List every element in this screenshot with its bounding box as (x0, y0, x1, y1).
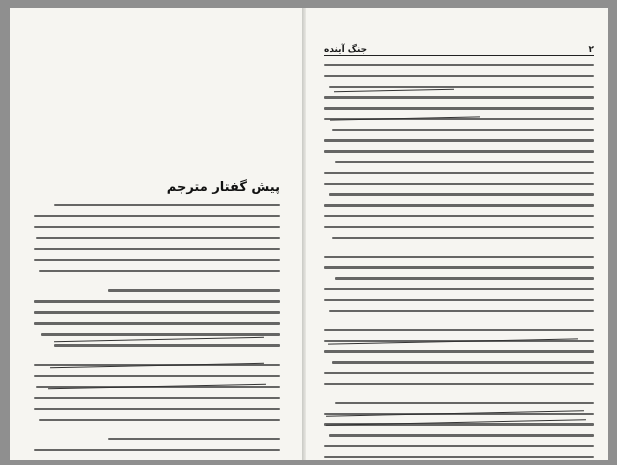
text-line-placeholder (324, 456, 594, 458)
text-line-placeholder (34, 322, 280, 324)
text-line-placeholder (324, 266, 594, 268)
text-line-placeholder (324, 183, 594, 185)
text-line-placeholder (34, 248, 280, 250)
text-line-placeholder (34, 449, 280, 451)
text-line-placeholder (34, 375, 280, 377)
text-line-placeholder (324, 215, 594, 217)
text-line-placeholder (54, 204, 280, 206)
text-line-placeholder (324, 172, 594, 174)
text-line-placeholder (324, 139, 594, 141)
text-line-placeholder (324, 204, 594, 206)
text-line-placeholder (39, 270, 280, 272)
text-line-placeholder (34, 311, 280, 313)
right-page (306, 8, 608, 460)
right-page-body (324, 64, 594, 460)
text-line-placeholder (34, 408, 280, 410)
page-number: ۲ (588, 45, 594, 55)
text-line-placeholder (324, 350, 594, 352)
text-line-placeholder (335, 277, 594, 279)
text-line-placeholder (324, 288, 594, 290)
running-header (324, 41, 594, 56)
text-line-placeholder (41, 333, 280, 335)
text-line-placeholder (335, 402, 594, 404)
running-title: جنگ آینده (324, 45, 368, 55)
text-line-placeholder (324, 150, 594, 152)
text-line-placeholder (39, 419, 280, 421)
text-line-placeholder (34, 397, 280, 399)
text-line-placeholder (329, 310, 594, 312)
text-line-placeholder (324, 299, 594, 301)
text-line-placeholder (54, 344, 280, 346)
text-line-placeholder (324, 445, 594, 447)
text-line-placeholder (34, 259, 280, 261)
text-line-placeholder (332, 129, 594, 131)
left-page-body (34, 204, 280, 460)
text-line-placeholder (324, 75, 594, 77)
text-line-placeholder (324, 96, 594, 98)
left-page-heading: پیش گفتار مترجم (166, 180, 280, 195)
text-line-placeholder (324, 64, 594, 66)
text-line-placeholder (335, 161, 594, 163)
text-line-placeholder (324, 256, 594, 258)
left-page (10, 8, 302, 460)
text-line-placeholder (329, 434, 594, 436)
text-line-placeholder (324, 107, 594, 109)
text-line-placeholder (34, 226, 280, 228)
text-line-placeholder (108, 289, 280, 291)
text-line-placeholder (34, 300, 280, 302)
text-line-placeholder (332, 361, 594, 363)
text-line-placeholder (329, 86, 594, 88)
text-line-placeholder (329, 193, 594, 195)
text-line-placeholder (36, 237, 280, 239)
text-line-placeholder (324, 372, 594, 374)
text-line-placeholder (108, 438, 280, 440)
text-line-placeholder (324, 383, 594, 385)
text-line-placeholder (324, 329, 594, 331)
text-line-placeholder (324, 226, 594, 228)
text-line-placeholder (34, 215, 280, 217)
text-line-placeholder (332, 237, 594, 239)
